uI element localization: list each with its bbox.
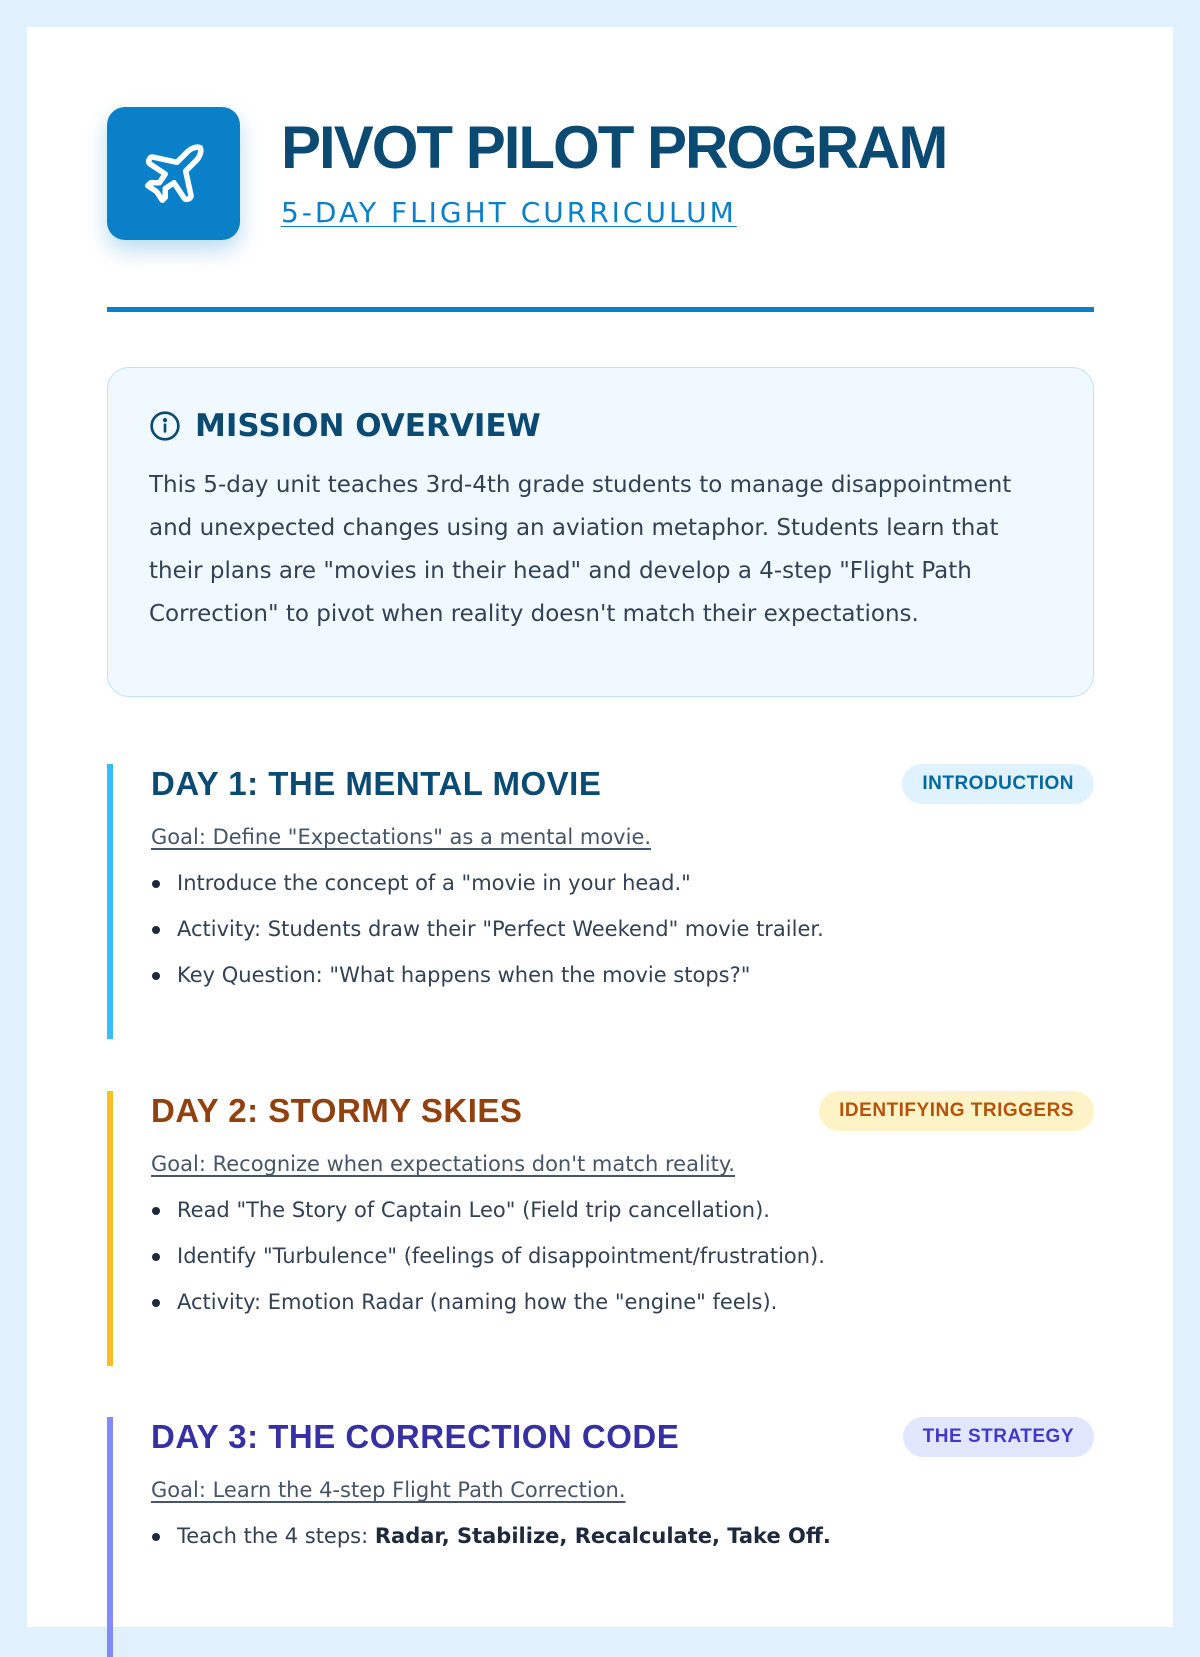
day-3-title: DAY 3: THE CORRECTION CODE [151, 1418, 680, 1455]
page-subtitle: 5-DAY FLIGHT CURRICULUM [281, 196, 737, 229]
day-1-badge: INTRODUCTION [902, 764, 1094, 804]
day-3-accent-bar [107, 1417, 113, 1657]
item-bold-text: Radar, Stabilize, Recalculate, Take Off. [374, 1524, 831, 1548]
day-3-list [151, 1513, 1094, 1559]
curriculum-page [27, 27, 1173, 1627]
day-3-badge: THE STRATEGY [903, 1417, 1094, 1457]
day-3-section [107, 1417, 1094, 1657]
header-divider [107, 307, 1094, 312]
day-1-accent-bar [107, 764, 113, 1039]
page-title: PIVOT PILOT PROGRAM [281, 114, 947, 181]
airplane-icon [139, 139, 209, 209]
day-2-section [107, 1091, 1094, 1366]
list-item: Introduce the concept of a "movie in your head." [151, 860, 1094, 906]
mission-overview-text: This 5-day unit teaches 3rd-4th grade students to manage disappointment and unexpected changes using an aviation metaphor. Students learn that their plans are "movies in their head" and develop a 4-step "Flight Path Correction" to pivot when reality doesn't match their expectations. [149, 472, 1012, 627]
day-2-badge: IDENTIFYING TRIGGERS [819, 1091, 1094, 1131]
day-1-goal: Goal: Define "Expectations" as a mental movie. [151, 825, 652, 849]
day-1-list [151, 860, 1094, 998]
day-1-title: DAY 1: THE MENTAL MOVIE [151, 765, 602, 802]
day-2-list [151, 1187, 1094, 1325]
list-item: Activity: Emotion Radar (naming how the "engine" feels). [151, 1279, 1094, 1325]
day-2-title: DAY 2: STORMY SKIES [151, 1092, 523, 1129]
item-text: Teach the 4 steps: [177, 1524, 375, 1548]
day-2-goal: Goal: Recognize when expectations don't match reality. [151, 1152, 735, 1176]
mission-overview-card [107, 367, 1094, 697]
list-item [151, 1513, 1094, 1559]
day-3-goal: Goal: Learn the 4-step Flight Path Correction. [151, 1478, 626, 1502]
list-item: Identify "Turbulence" (feelings of disappointment/frustration). [151, 1233, 1094, 1279]
logo [107, 107, 240, 240]
header [107, 107, 1093, 240]
list-item: Activity: Students draw their "Perfect Weekend" movie trailer. [151, 906, 1094, 952]
info-icon [149, 410, 181, 442]
day-1-section [107, 764, 1094, 1039]
day-2-accent-bar [107, 1091, 113, 1366]
mission-overview-title: MISSION OVERVIEW [195, 408, 541, 444]
list-item: Read "The Story of Captain Leo" (Field trip cancellation). [151, 1187, 1094, 1233]
list-item: Key Question: "What happens when the movie stops?" [151, 952, 1094, 998]
